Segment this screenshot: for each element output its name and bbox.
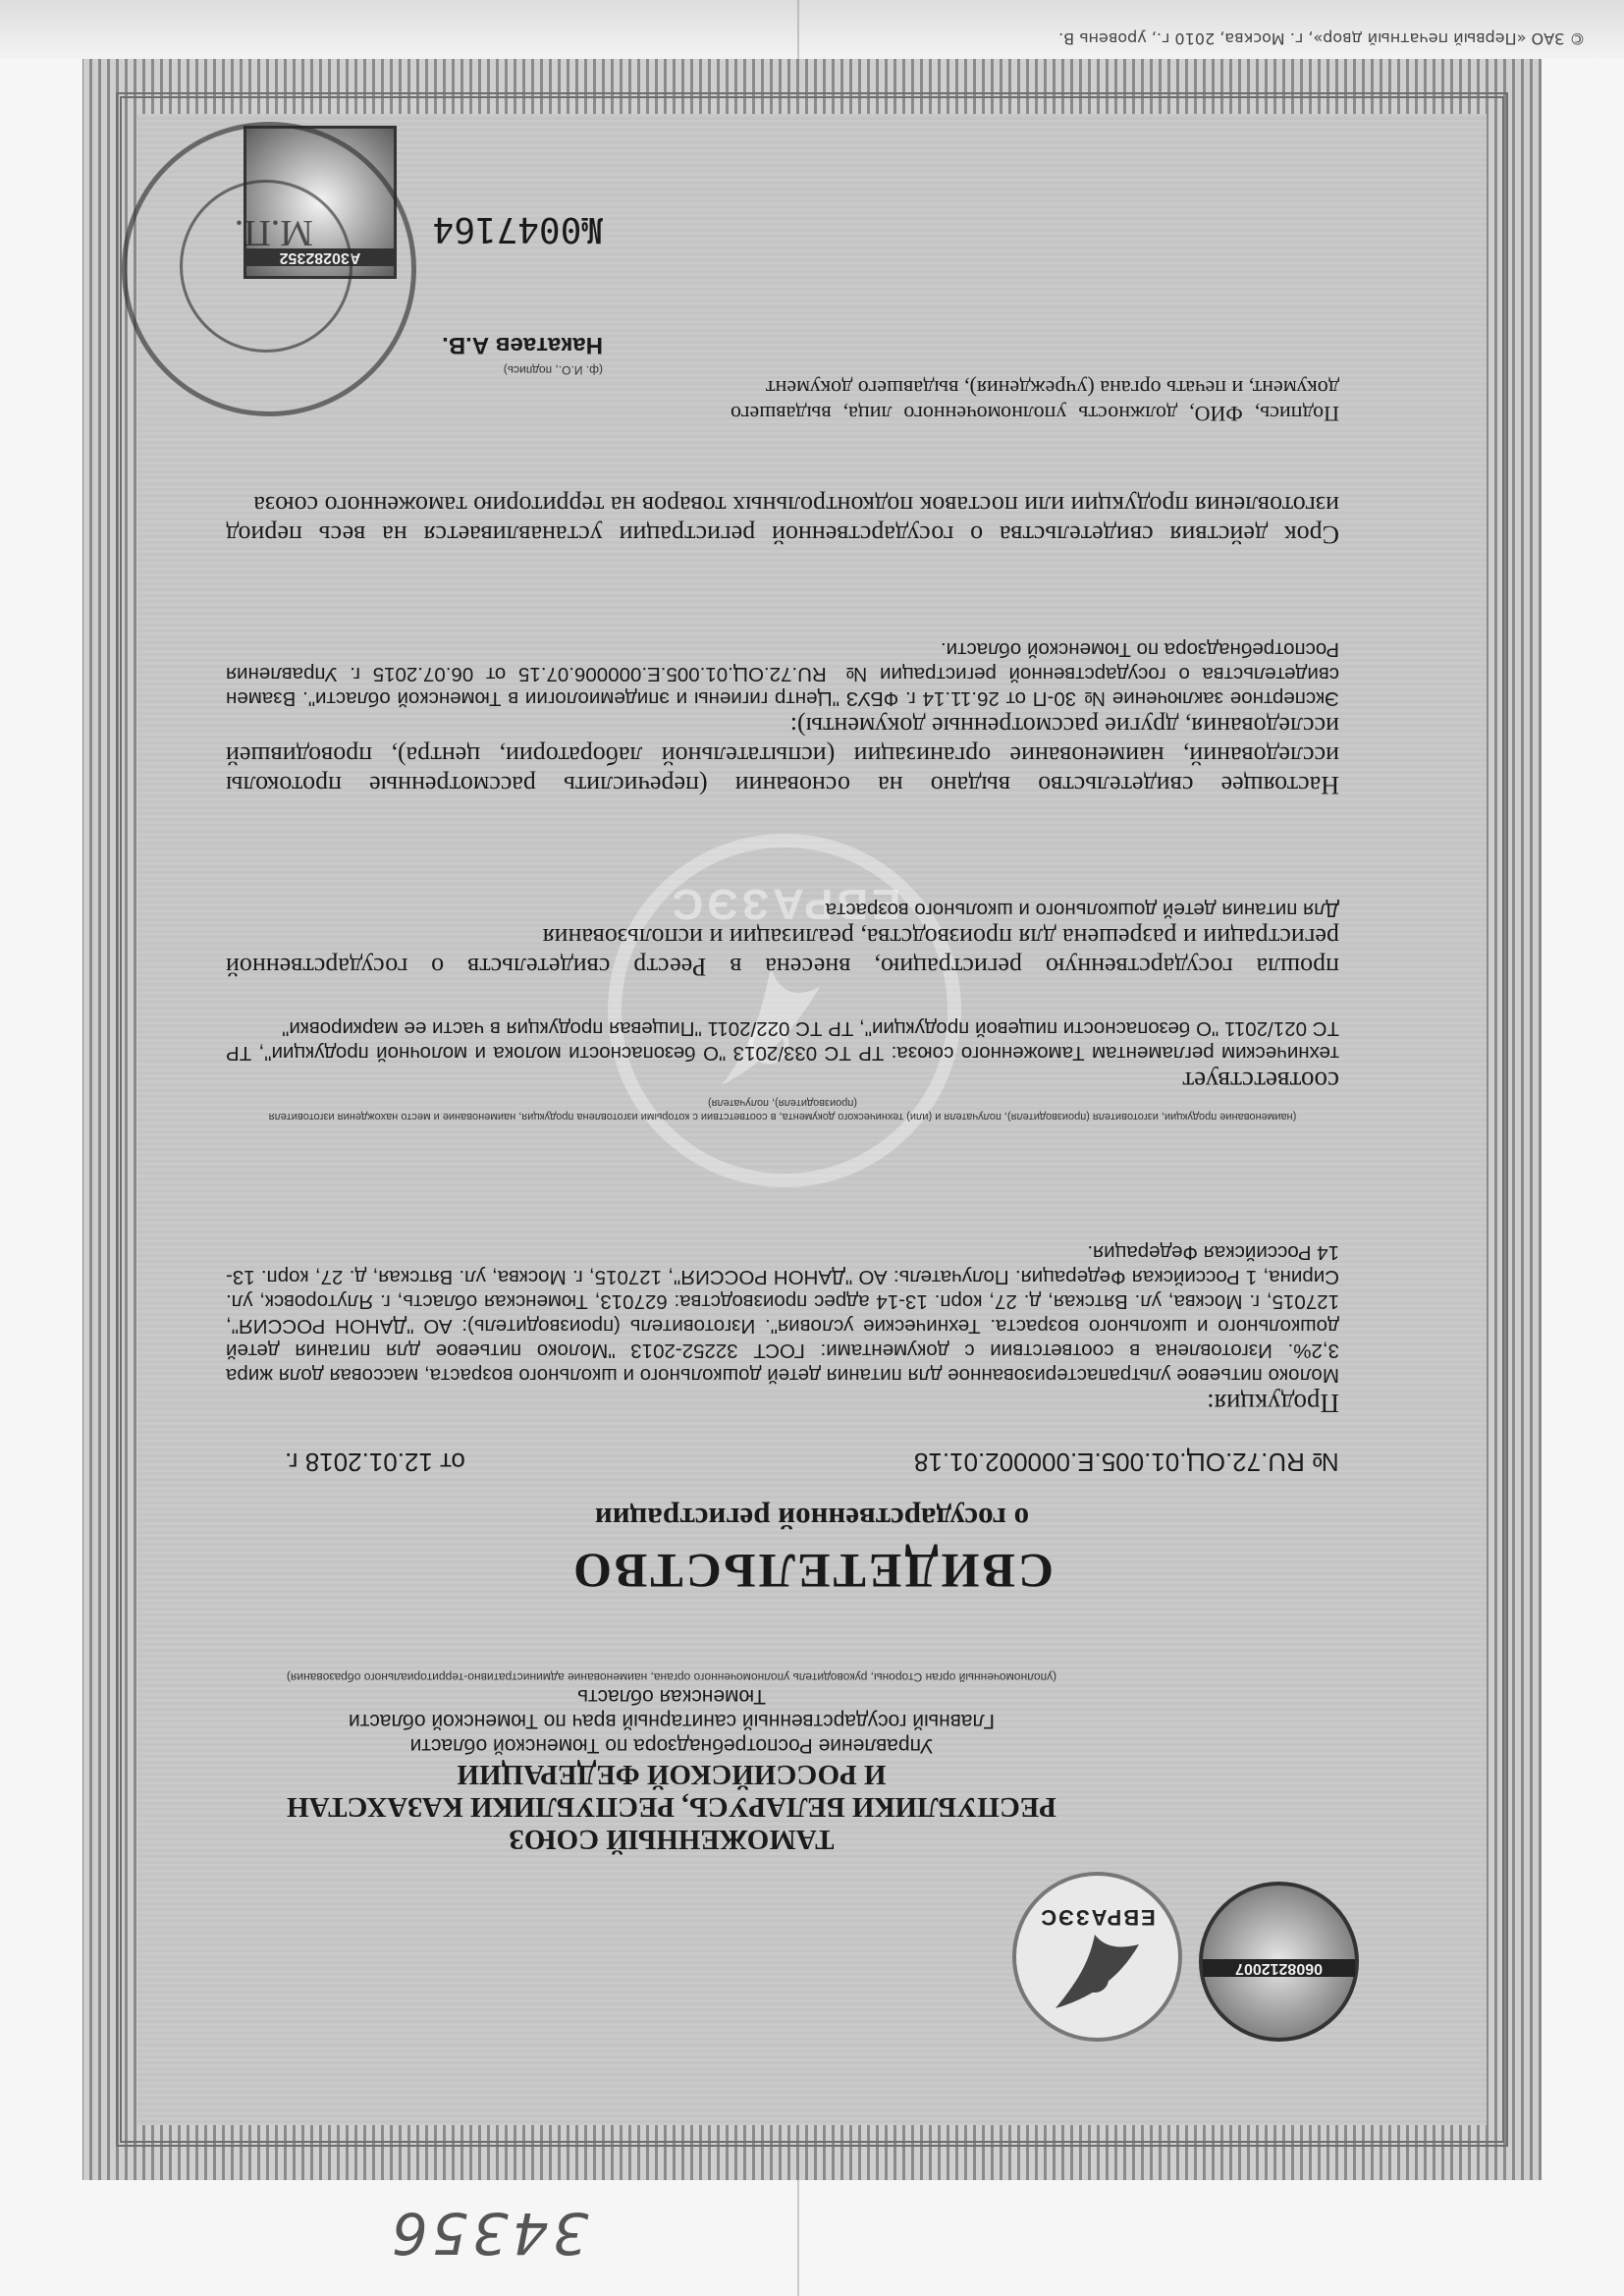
stamp-inner-ring [180,180,352,353]
basis-section [226,637,1339,799]
certificate-page [82,59,1542,2180]
registration-number: № RU.72.ОЦ.01.005.Е.000002.01.18 [913,1448,1339,1477]
product-text: Молоко питьевое ультрапастеризованное для питания детей дошкольного и школьного возраста, массовая доля жира 3,2%. Изготовлена в соответствии с документами: ГОСТ 32252-2013 "Молоко питьевое для питания детей дошкольного и школьного возраста. Технические условия". Изготовитель (производитель): АО "ДАНОН РОССИЯ", 127015, г. Москва, ул. Вятская, д. 27, корп. 13-14 адрес производства: 627013, Тюменская область, г. Ялуторовск, ул. Сирина, 1 Российская Федерация. Получатель: АО "ДАНОН РОССИЯ", 127015, г. Москва, ул. Вятская, д. 27, корп. 13-14 Российская Федерация. [226,1241,1339,1387]
authority-name: Управление Роспотребнадзора по Тюменской области [409,1734,934,1757]
certificate-body [137,114,1487,2125]
basis-intro: Настоящее свидетельство выдано на основании (перечислить рассмотренные протоколы исследований, наименование организации (испытательной лаборатории, центра), проводившей исследования, другие рассмотренные документы): [226,712,1339,799]
stamp-mark: М.П. [234,212,313,253]
validity-text: Срок действия свидетельства о государственной регистрации устанавливается на весь период изготовления продукции или поставок подконтрольных товаров на территорию таможенного союза [226,491,1339,549]
authority-caption: (уполномоченный орган Стороны, руководитель уполномоченного органа, наименование административно-территориального образования) [286,1670,1057,1684]
usage-text: Для питания детей дошкольного и школьного возраста [825,899,1339,921]
conformity-label: соответствует [1182,1066,1339,1096]
validity-section [226,490,1339,549]
registration-date: от 12.01.2018 г. [285,1448,465,1477]
official-stamp [122,122,416,416]
union-members: РЕСПУБЛИКИ БЕЛАРУСЬ, РЕСПУБЛИКИ КАЗАХСТАН [287,1791,1056,1823]
printer-note: © ЗАО «Первый печатный двор», г. Москва, 2010 г., уровень В. [1057,29,1585,48]
eurasec-logo-icon [1016,1876,1178,2038]
registration-line [285,1447,1339,1477]
issuer-header [269,1670,1074,1855]
registry-text: прошла государственную регистрацию, внесена в Реестр свидетельств о государственной регистрации и разрешена для производства, реализации и использования [226,923,1339,981]
signatory-caption: (ф. И.О., подпись) [503,363,603,377]
conformity-section [226,1016,1339,1123]
certificate-hologram-serial: А30282352 [246,248,394,266]
union-title: ТАМОЖЕННЫЙ СОЮЗ [509,1824,835,1855]
signature-caption: Подпись, ФИО, должность уполномоченного лица, выдавшего документ, и печать органа (учреждения), выдавшего документ [731,376,1339,426]
eurasec-watermark [608,834,961,1187]
union-members-2: И РОССИЙСКОЙ ФЕДЕРАЦИИ [457,1759,887,1790]
seal-text: ЕВРАЗЭС [1039,1905,1156,1930]
form-serial-number: №0047164 [432,209,603,249]
hologram-sticker [1199,1882,1359,2042]
conformity-text: техническим регламентам Таможенного союза: ТР ТС 033/2013 "О безопасности молока и молочной продукции", ТР ТС 021/2011 "О безопасности пищевой продукции", ТР ТС 022/2011 "Пищевая продукция в части ее маркировки" [226,1017,1339,1065]
authority-head: Главный государственный санитарный врач по Тюменской области [349,1710,995,1732]
hologram-serial: 0608212007 [1203,1959,1355,1977]
watermark-text: ЕВРАЗЭС [668,880,901,928]
product-section [226,1240,1339,1418]
signatory-name: Накатаев А.В. [442,332,603,358]
product-label: Продукция: [1207,1389,1339,1418]
eurasec-seal [1012,1872,1182,2042]
registry-section [226,898,1339,981]
handwritten-number: 34356 [388,2200,589,2267]
conformity-caption: (наименование продукции, изготовителя (производителя), получателя и (или) технического документа, в соответствии с которыми изготовлена продукция, наименование и место нахождения изготовителя (производителя), получателя) [268,1097,1297,1122]
basis-text: Экспертное заключение № 30-П от 26.11.14 г. ФБУЗ "Центр гигиены и эпидемиологии в Тюменской области". Взамен свидетельства о государственной регистрации № RU.72.ОЦ.01.005.Е.000006.07.15 от 06.07.2015 г. Управления Роспотребнадзора по Тюменской области. [226,638,1339,710]
authority-region: Тюменская область [577,1685,766,1708]
document-subtitle: о государственной регистрации [594,1502,1030,1536]
document-title: СВИДЕТЕЛЬСТВО [570,1544,1054,1599]
signature-caption-block [731,375,1339,426]
